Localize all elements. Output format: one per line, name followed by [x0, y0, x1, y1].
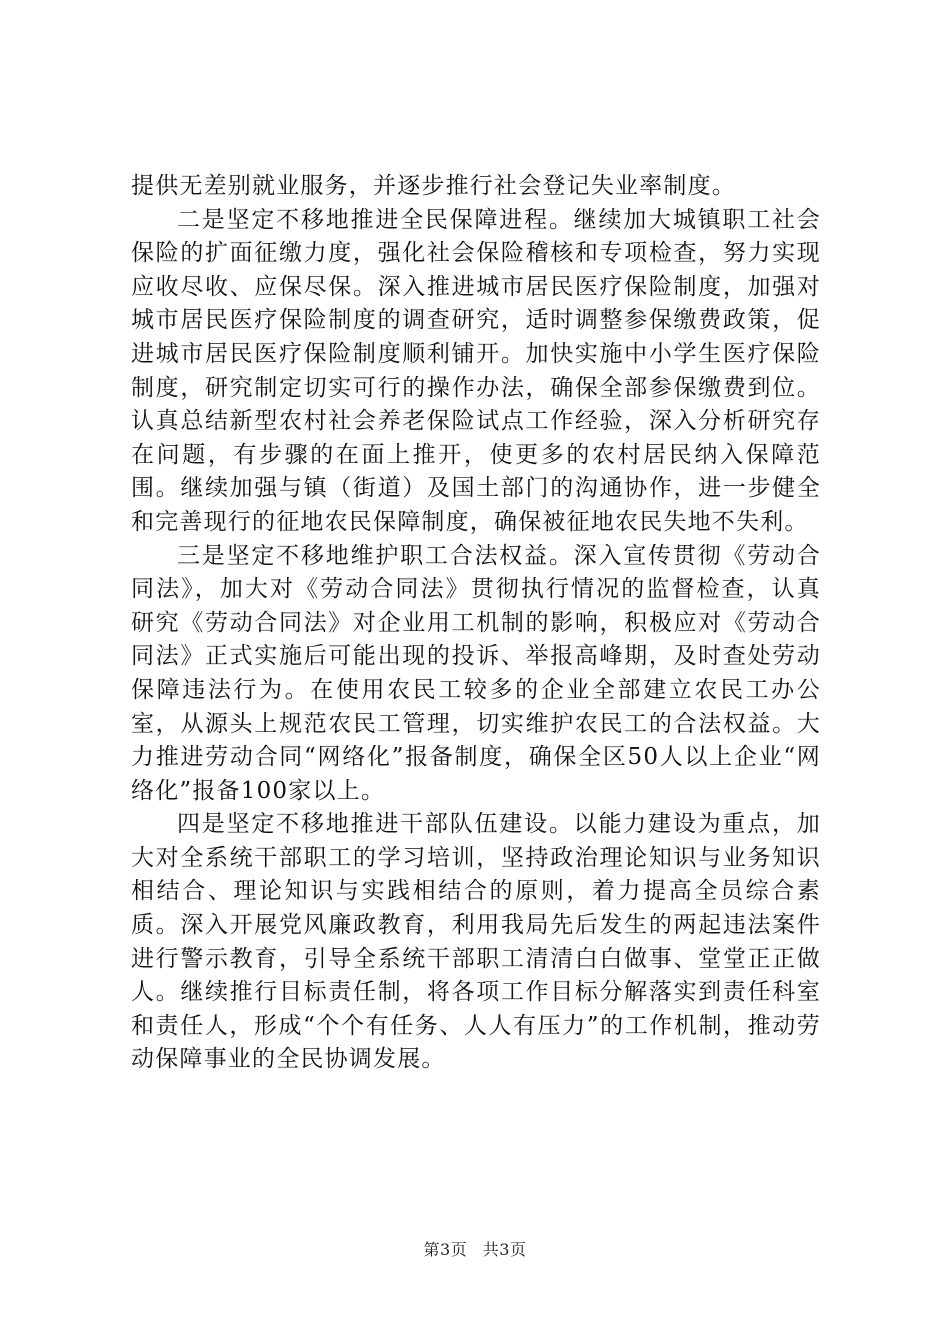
paragraph-continuation: 提供无差别就业服务，并逐步推行社会登记失业率制度。: [131, 173, 736, 199]
document-body: [131, 170, 821, 1077]
paragraph-labor-rights: 三是坚定不移地维护职工合法权益。深入宣传贯彻《劳动合同法》，加大对《劳动合同法》贯彻执行情况的监督检查，认真研究《劳动合同法》对企业用工机制的影响，积极应对《劳动合同法》正式实施后可能出现的投诉、举报高峰期，及时查处劳动保障违法行为。在使用农民工较多的企业全部建立农民工办公室，从源头上规范农民工管理，切实维护农民工的合法权益。大力推进劳动合同“网络化”报备制度，确保全区50人以上企业“网络化”报备100家以上。: [131, 542, 821, 804]
page-number: 第3页: [423, 1240, 468, 1259]
paragraph-cadre-building: 四是坚定不移地推进干部队伍建设。以能力建设为重点，加大对全系统干部职工的学习培训，坚持政治理论知识与业务知识相结合、理论知识与实践相结合的原则，着力提高全员综合素质。深入开展党风廉政教育，利用我局先后发生的两起违法案件进行警示教育，引导全系统干部职工清清白白做事、堂堂正正做人。继续推行目标责任制，将各项工作目标分解落实到责任科室和责任人，形成“个个有任务、人人有压力”的工作机制，推动劳动保障事业的全民协调发展。: [131, 811, 821, 1073]
page-total: 共3页: [482, 1240, 527, 1259]
paragraph-social-insurance: 二是坚定不移地推进全民保障进程。继续加大城镇职工社会保险的扩面征缴力度，强化社会保险稽核和专项检查，努力实现应收尽收、应保尽保。深入推进城市居民医疗保险制度，加强对城市居民医疗保险制度的调查研究，适时调整参保缴费政策，促进城市居民医疗保险制度顺利铺开。加快实施中小学生医疗保险制度，研究制定切实可行的操作办法，确保全部参保缴费到位。认真总结新型农村社会养老保险试点工作经验，深入分析研究存在问题，有步骤的在面上推开，使更多的农村居民纳入保障范围。继续加强与镇（街道）及国土部门的沟通协作，进一步健全和完善现行的征地农民保障制度，确保被征地农民失地不失利。: [131, 206, 821, 535]
page-footer: [0, 1240, 950, 1260]
